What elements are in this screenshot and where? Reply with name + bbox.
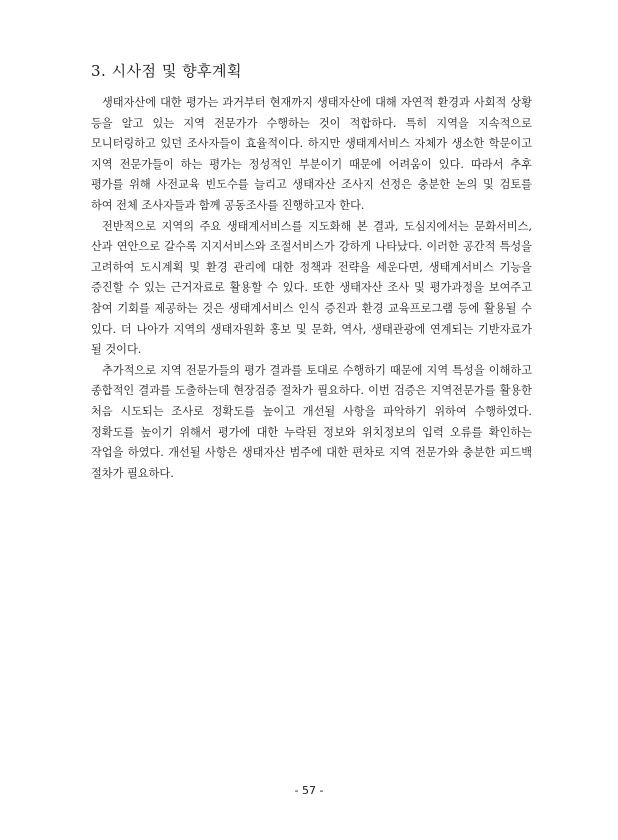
paragraph-assessment: 생태자산에 대한 평가는 과거부터 현재까지 생태자산에 대해 자연적 환경과 사회적 상황 등을 알고 있는 지역 전문가가 수행하는 것이 적합하다. 특히 지역을 지속적으로 모니터링하고 있던 조사자들이 효율적이다. 하지만 생태계서비스 자체가 생소한 학문이고 지역 전문가들이 하는 평가는 정성적인 부분이기 때문에 어려움이 있다. 따라서 추후 평가를 위해 사전교육 빈도수를 늘리고 생태자산 조사지 선정은 충분한 논의 및 검토를 하여 전체 조사자들과 함께 공동조사를 진행하고자 한다. [91, 96, 532, 212]
paragraph-mapping-results: 전반적으로 지역의 주요 생태계서비스를 지도화해 본 결과, 도심지에서는 문화서비스, 산과 연안으로 갈수록 지지서비스와 조절서비스가 강하게 나타났다. 이러한 공간적 특성을 고려하여 도시계획 및 환경 관리에 대한 정책과 전략을 세운다면, 생태계서비스 기능을 증진할 수 있는 근거자료로 활용할 수 있다. 또한 생태자산 조사 및 평가과정을 보여주고 참여 기회를 제공하는 것은 생태계서비스 인식 증진과 환경 교육프로그램 등에 활용될 수 있다. 더 나아가 지역의 생태자원화 홍보 및 문화, 역사, 생태관광에 연계되는 기반자료가 될 것이다. [91, 219, 532, 357]
body-text [91, 93, 532, 484]
paragraph-field-verification: 추가적으로 지역 전문가들의 평가 결과를 토대로 수행하기 때문에 지역 특성을 이해하고 종합적인 결과를 도출하는데 현장검증 절차가 필요하다. 이번 검증은 지역전문가를 활용한 처음 시도되는 조사로 정확도를 높이고 개선될 사항을 파악하기 위하여 수행하였다. 정확도를 높이기 위해서 평가에 대한 누락된 정보와 위치정보의 입력 오류를 확인하는 작업을 하였다. 개선될 사항은 생태자산 범주에 대한 편차로 지역 전문가와 충분한 피드백 절차가 필요하다. [91, 363, 532, 480]
page-number: - 57 - [294, 784, 324, 797]
section-title: 3. 시사점 및 향후계획 [91, 62, 243, 80]
